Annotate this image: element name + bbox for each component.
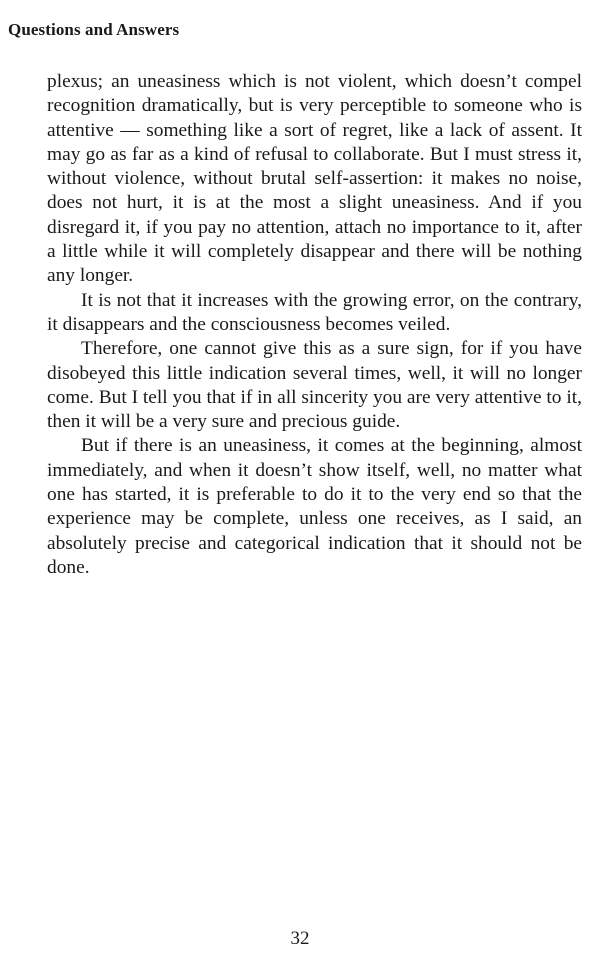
page-number: 32 xyxy=(290,928,310,949)
paragraph: plexus; an uneasiness which is not violent, which doesn’t compel recognition dramatically, but is very perceptible to someone who is attentive — something like a sort of regret, like a lack of assent. It may go as far as a kind of refusal to collaborate. But I must stress it, without violence, without brutal self-assertion: it makes no noise, does not hurt, it is at the most a slight uneasiness. And if you disregard it, if you pay no attention, attach no importance to it, after a little while it will completely disappear and there will be nothing any longer. xyxy=(47,71,582,287)
running-head: Questions and Answers xyxy=(8,20,180,39)
paragraph: Therefore, one cannot give this as a sure sign, for if you have disobeyed this little indication several times, well, it will no longer come. But I tell you that if in all sincerity you are very attentive to it, then it will be a very sure and precious guide. xyxy=(47,338,582,433)
paragraph: But if there is an uneasiness, it comes at the beginning, almost immediately, and when it doesn’t show itself, well, no matter what one has started, it is preferable to do it to the very end so that the experience may be complete, unless one receives, as I said, an absolutely precise and categorical indication that it should not be done. xyxy=(47,435,582,578)
body-text xyxy=(47,70,582,580)
paragraph: It is not that it increases with the growing error, on the contrary, it disappears and the consciousness becomes veiled. xyxy=(47,289,582,335)
